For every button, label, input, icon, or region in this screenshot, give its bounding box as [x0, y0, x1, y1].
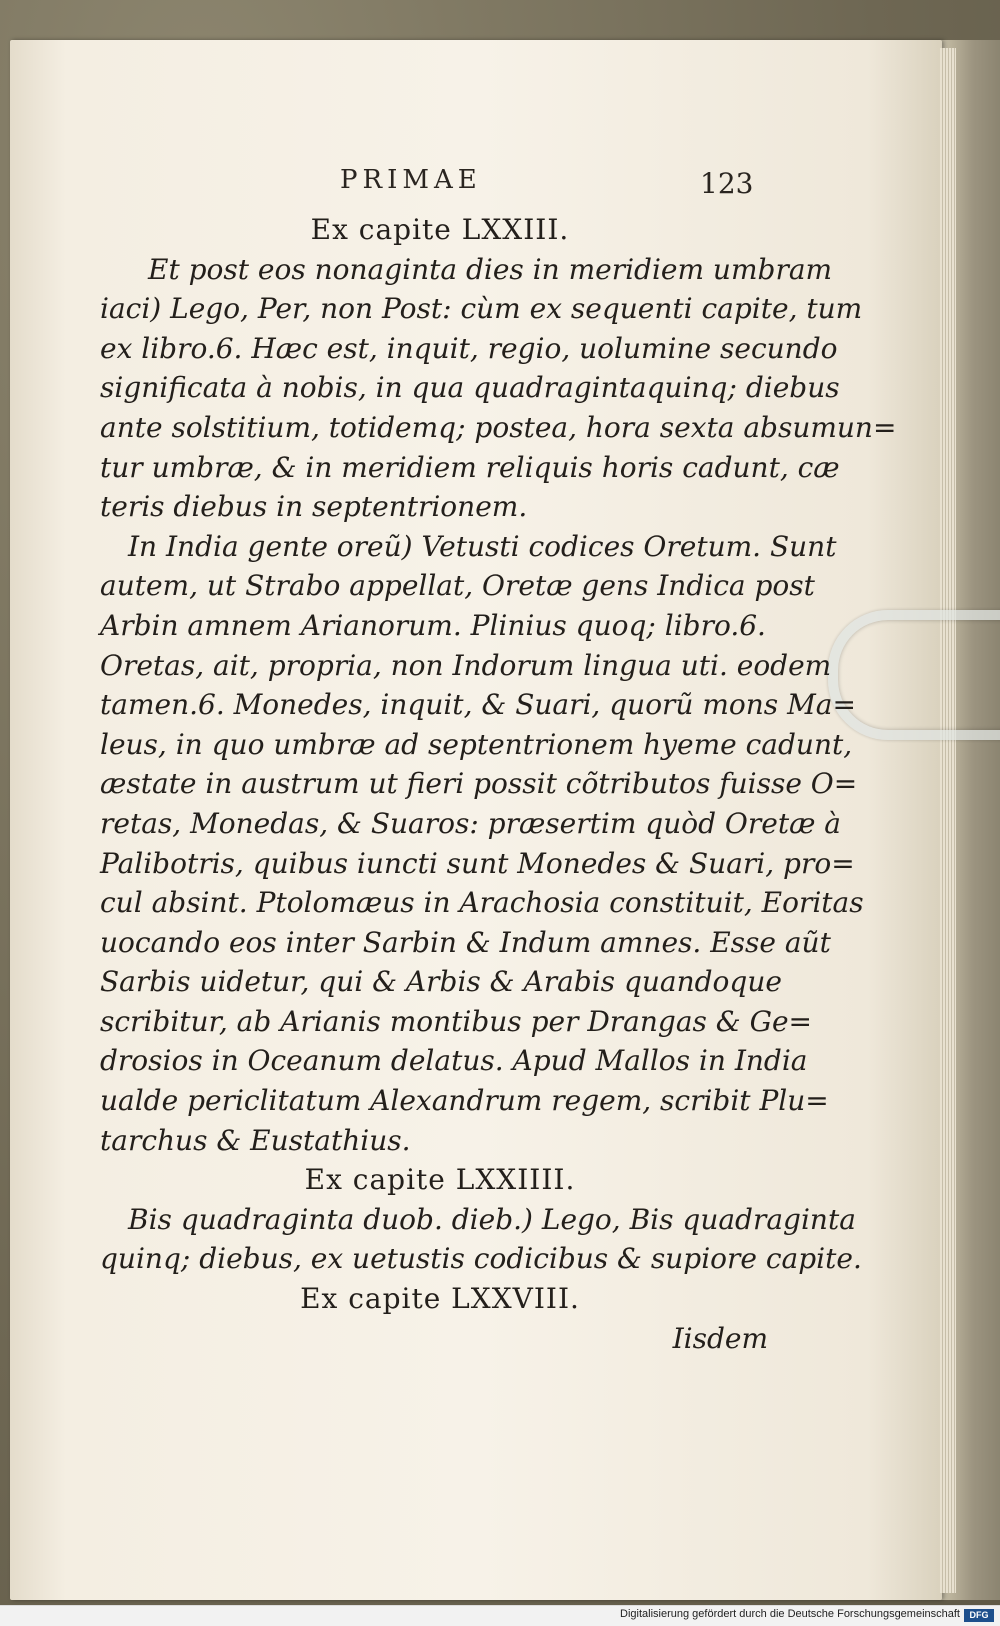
text-line: ante solstitium, totidemq; postea, hora sexta absumun=: [100, 410, 897, 444]
text-line: Sarbis uidetur, qui & Arbis & Arabis quandoque: [100, 965, 782, 999]
text-line: iaci) Lego, Per, non Post: cùm ex sequenti capite, tum: [100, 292, 863, 326]
digitization-footer: [0, 1605, 1000, 1626]
text-line: æstate in austrum ut fieri possit cõtributos fuisse O=: [100, 767, 858, 801]
chapter-heading: Ex capite LXXIIII.: [304, 1163, 576, 1197]
page-body-text: [100, 210, 897, 1358]
text-line: uocando eos inter Sarbin & Indum amnes. Esse aũt: [100, 925, 831, 959]
chapter-heading: Ex capite LXXVIII.: [300, 1282, 580, 1316]
catchword: Iisdem: [672, 1321, 768, 1355]
text-line: cul absint. Ptolomæus in Arachosia constituit, Eoritas: [100, 886, 864, 920]
page-header-title: PRIMAE: [340, 165, 482, 195]
text-line: Bis quadraginta duob. dieb.) Lego, Bis quadraginta: [128, 1202, 856, 1236]
text-line: teris diebus in septentrionem.: [100, 490, 528, 524]
text-line: significata à nobis, in qua quadragintaquinq; diebus: [100, 371, 840, 405]
running-head: [100, 165, 770, 205]
chapter-heading: Ex capite LXXIII.: [310, 213, 570, 246]
dfg-logo: DFG: [964, 1609, 994, 1622]
text-line: ex libro.6. Hæc est, inquit, regio, uolumine secundo: [100, 331, 838, 365]
text-line: In India gente oreũ) Vetusti codices Oretum. Sunt: [128, 529, 837, 563]
text-line: quinq; diebus, ex uetustis codicibus & supiore capite.: [100, 1242, 862, 1276]
text-line: scribitur, ab Arianis montibus per Drangas & Ge=: [100, 1004, 813, 1038]
page-number: 123: [700, 167, 754, 200]
text-line: Et post eos nonaginta dies in meridiem umbram: [148, 252, 833, 286]
text-line: Oretas, ait, propria, non Indorum lingua uti. eodem: [100, 648, 832, 682]
text-line: leus, in quo umbræ ad septentrionem hyeme cadunt,: [100, 727, 853, 761]
text-line: Arbin amnem Arianorum. Plinius quoq; libro.6.: [100, 608, 766, 642]
text-line: ualde periclitatum Alexandrum regem, scribit Plu=: [100, 1084, 829, 1118]
footer-credit: Digitalisierung gefördert durch die Deutsche Forschungsgemeinschaft: [620, 1608, 960, 1620]
text-line: retas, Monedas, & Suaros: præsertim quòd Oretæ à: [100, 806, 841, 840]
text-line: drosios in Oceanum delatus. Apud Mallos in India: [100, 1044, 808, 1078]
text-line: tarchus & Eustathius.: [100, 1123, 411, 1157]
text-line: tur umbræ, & in meridiem reliquis horis cadunt, cæ: [100, 450, 840, 484]
text-line: Palibotris, quibus iuncti sunt Monedes & Suari, pro=: [100, 846, 855, 880]
text-line: autem, ut Strabo appellat, Oretæ gens Indica post: [100, 569, 815, 603]
text-line: tamen.6. Monedes, inquit, & Suari, quorũ mons Ma=: [100, 688, 856, 722]
page-stack: [940, 48, 956, 1593]
